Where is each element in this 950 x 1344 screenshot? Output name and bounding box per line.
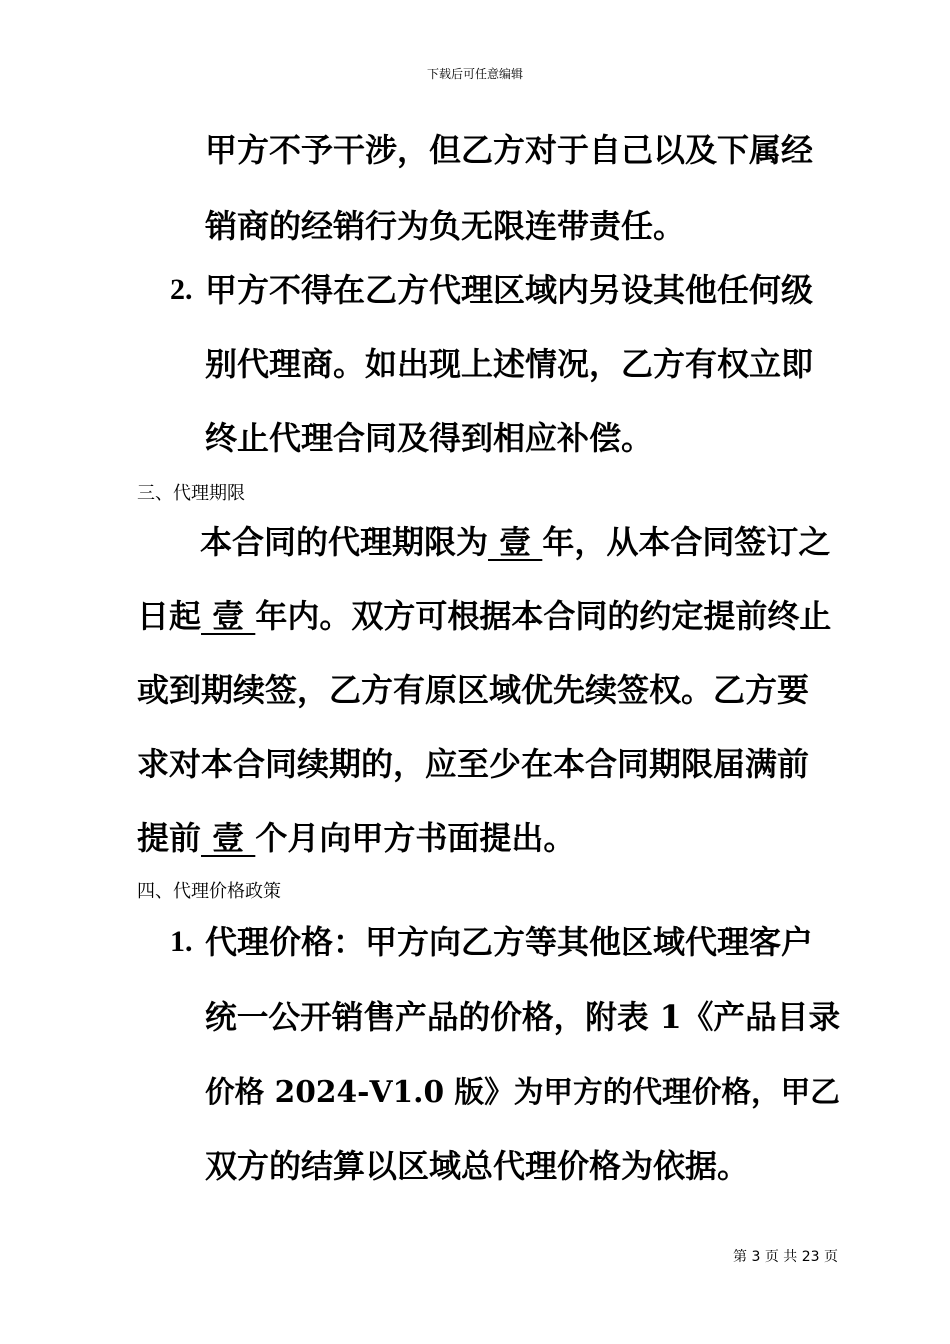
item1-cont-line2: 销商的经销行为负无限连带责任。 [205, 207, 686, 245]
section4-item1-line3: 价格 2024-V1.0 版》为甲方的代理价格，甲乙 [205, 1074, 840, 1109]
section3-line5-fill: 壹 [201, 819, 256, 857]
section3-line4: 求对本合同续期的，应至少在本合同期限届满前 [137, 745, 810, 783]
section3-line1-text-a: 本合同的代理期限为 [200, 523, 489, 561]
item1-cont-line1: 甲方不予干涉，但乙方对于自己以及下属经 [205, 131, 814, 169]
section3-line5-text-b: 个月向甲方书面提出。 [255, 819, 576, 857]
section3-line5 [137, 818, 575, 858]
item2-line2: 别代理商。如出现上述情况，乙方有权立即 [205, 345, 814, 383]
item2-line1: 甲方不得在乙方代理区域内另设其他任何级 [205, 271, 814, 309]
section3-line1 [200, 522, 830, 562]
section3-line2 [137, 596, 831, 636]
section3-line2-fill: 壹 [201, 597, 256, 635]
section4-item1-line2: 统一公开销售产品的价格，附表 1《产品目录 [205, 999, 841, 1036]
section3-line2-text-b: 年内。双方可根据本合同的约定提前终止 [255, 597, 832, 635]
section4-item1-line1: 代理价格：甲方向乙方等其他区域代理客户 [205, 923, 814, 961]
section3-line1-text-b: 年，从本合同签订之 [542, 523, 831, 561]
section3-line1-fill: 壹 [488, 523, 543, 561]
section3-heading: 三、代理期限 [137, 483, 245, 504]
section3-line2-text-a: 日起 [137, 597, 202, 635]
section3-line5-text-a: 提前 [137, 819, 202, 857]
section4-item1-line4: 双方的结算以区域总代理价格为依据。 [205, 1147, 750, 1185]
header-note: 下载后可任意编辑 [426, 67, 523, 81]
page-footer: 第 3 页 共 23 页 [733, 1249, 838, 1265]
section4-item1-number: 1. [170, 925, 193, 958]
item2-line3: 终止代理合同及得到相应补偿。 [205, 419, 654, 457]
item2-number: 2. [170, 273, 193, 306]
section3-line3: 或到期续签，乙方有原区域优先续签权。乙方要 [137, 671, 810, 709]
section4-heading: 四、代理价格政策 [137, 881, 281, 902]
